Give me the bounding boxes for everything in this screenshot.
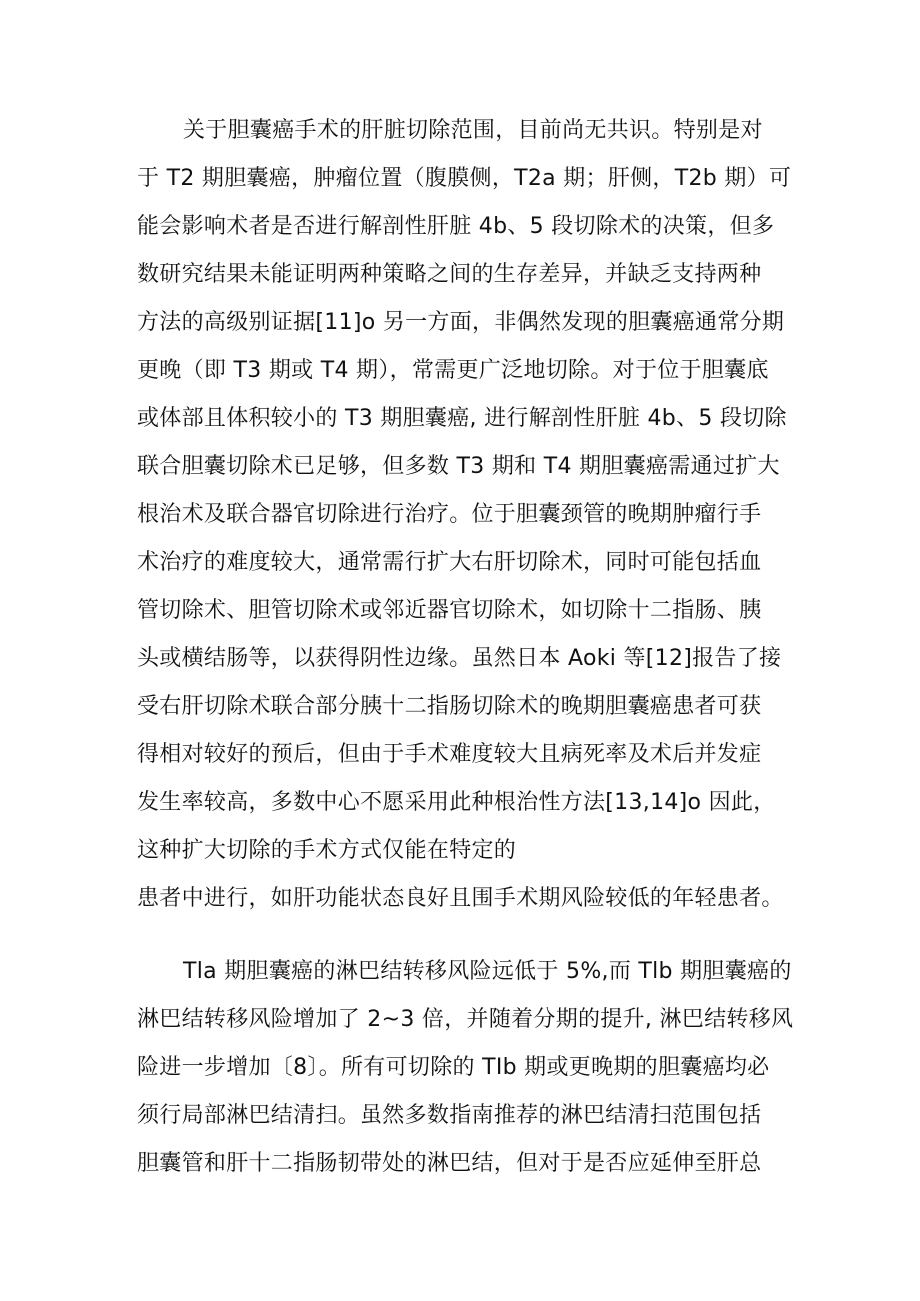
text-line: 发生率较高，多数中心不愿采用此种根治性方法[13,14]o 因此， — [137, 790, 776, 815]
text-line: 根治术及联合器官切除进行治疗。位于胆囊颈管的晚期肿瘤行手 — [137, 502, 762, 527]
text-line: 管切除术、胆管切除术或邻近器官切除术，如切除十二指肠、胰 — [137, 598, 762, 623]
text-line: 须行局部淋巴结清扫。虽然多数指南推荐的淋巴结清扫范围包括 — [137, 1103, 762, 1128]
text-line: 头或横结肠等，以获得阴性边缘。虽然日本 Aoki 等[12]报告了接 — [137, 646, 782, 671]
text-line: 淋巴结转移风险增加了 2~3 倍，并随着分期的提升, 淋巴结转移风 — [137, 1007, 794, 1032]
text-line: 能会影响术者是否进行解剖性肝脏 4b、5 段切除术的决策，但多 — [137, 214, 775, 239]
text-line: 术治疗的难度较大，通常需行扩大右肝切除术，同时可能包括血 — [137, 550, 762, 575]
text-line: 更晚（即 T3 期或 T4 期），常需更广泛地切除。对于位于胆囊底 — [137, 358, 769, 383]
text-line: 于 T2 期胆囊癌，肿瘤位置（腹膜侧，T2a 期；肝侧，T2b 期）可 — [137, 166, 792, 191]
text-line: 得相对较好的预后，但由于手术难度较大且病死率及术后并发症 — [137, 742, 762, 767]
text-line: 数研究结果未能证明两种策略之间的生存差异，并缺乏支持两种 — [137, 262, 762, 287]
text-line: 胆囊管和肝十二指肠韧带处的淋巴结，但对于是否应延伸至肝总 — [137, 1151, 762, 1176]
text-line: Tla 期胆囊癌的淋巴结转移风险远低于 5%,而 Tlb 期胆囊癌的 — [183, 959, 792, 984]
text-line: 患者中进行，如肝功能状态良好且围手术期风险较低的年轻患者。 — [137, 886, 784, 911]
text-line: 这种扩大切除的手术方式仅能在特定的 — [137, 838, 517, 863]
text-line: 险进一步增加〔8〕。所有可切除的 TIb 期或更晚期的胆囊癌均必 — [137, 1055, 770, 1080]
text-line: 联合胆囊切除术已足够，但多数 T3 期和 T4 期胆囊癌需通过扩大 — [137, 454, 780, 479]
text-line: 受右肝切除术联合部分胰十二指肠切除术的晚期胆囊癌患者可获 — [137, 694, 762, 719]
text-line: 关于胆囊癌手术的肝脏切除范围，目前尚无共识。特别是对 — [183, 118, 763, 143]
text-line: 方法的高级别证据[11]o 另一方面，非偶然发现的胆囊癌通常分期 — [137, 310, 785, 335]
text-line: 或体部且体积较小的 T3 期胆囊癌, 进行解剖性肝脏 4b、5 段切除 — [137, 406, 787, 431]
